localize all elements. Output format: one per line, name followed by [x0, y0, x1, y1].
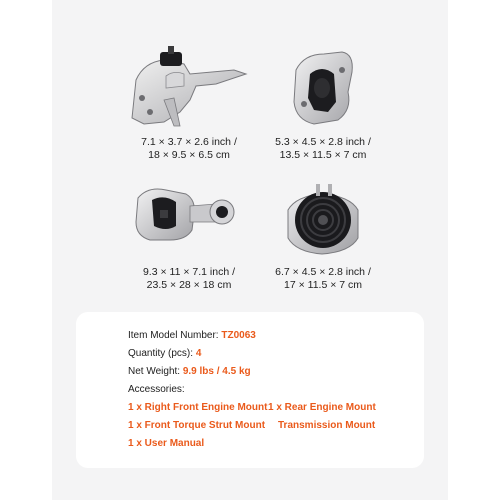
dimension-cm: 18 × 9.5 × 6.5 cm: [148, 149, 230, 161]
dimension-inch: 9.3 × 11 × 7.1 inch /: [142, 266, 236, 278]
dimension-inch: 7.1 × 3.7 × 2.6 inch /: [141, 136, 237, 148]
accessories-row: [128, 384, 185, 396]
rear-engine-mount-image: [238, 40, 408, 190]
accessory-item: 1 x Rear Engine Mount: [268, 402, 376, 413]
net-weight-label: Net Weight:: [128, 366, 181, 377]
net-weight-row: [128, 366, 251, 378]
part-dimensions: [238, 136, 408, 162]
part-dimensions: [238, 266, 408, 292]
accessories-label: Accessories:: [128, 384, 185, 395]
accessory-item: Transmission Mount: [278, 420, 376, 431]
accessory-item: 1 x User Manual: [128, 438, 205, 449]
transmission-mount-image: [238, 170, 408, 320]
accessory-item: 1 x Right Front Engine Mount: [128, 402, 268, 413]
quantity-row: [128, 348, 201, 360]
dimension-inch: 6.7 × 4.5 × 2.8 inch /: [275, 266, 371, 278]
model-number-label: Item Model Number:: [128, 330, 219, 341]
dimension-cm: 13.5 × 11.5 × 7 cm: [279, 149, 367, 161]
quantity-label: Quantity (pcs):: [128, 348, 194, 359]
engine-mount-icon: [238, 40, 408, 130]
quantity-value: 4: [195, 348, 202, 359]
engine-mount-icon: [238, 170, 408, 260]
specification-card: [76, 312, 424, 468]
dimension-cm: 23.5 × 28 × 18 cm: [146, 279, 232, 291]
model-number-value: TZ0063: [221, 330, 256, 341]
model-number-row: [128, 330, 256, 342]
accessory-item: 1 x Front Torque Strut Mount: [128, 420, 266, 431]
dimension-cm: 17 × 11.5 × 7 cm: [283, 279, 363, 291]
net-weight-value: 9.9 lbs / 4.5 kg: [182, 366, 251, 377]
dimension-inch: 5.3 × 4.5 × 2.8 inch /: [275, 136, 371, 148]
